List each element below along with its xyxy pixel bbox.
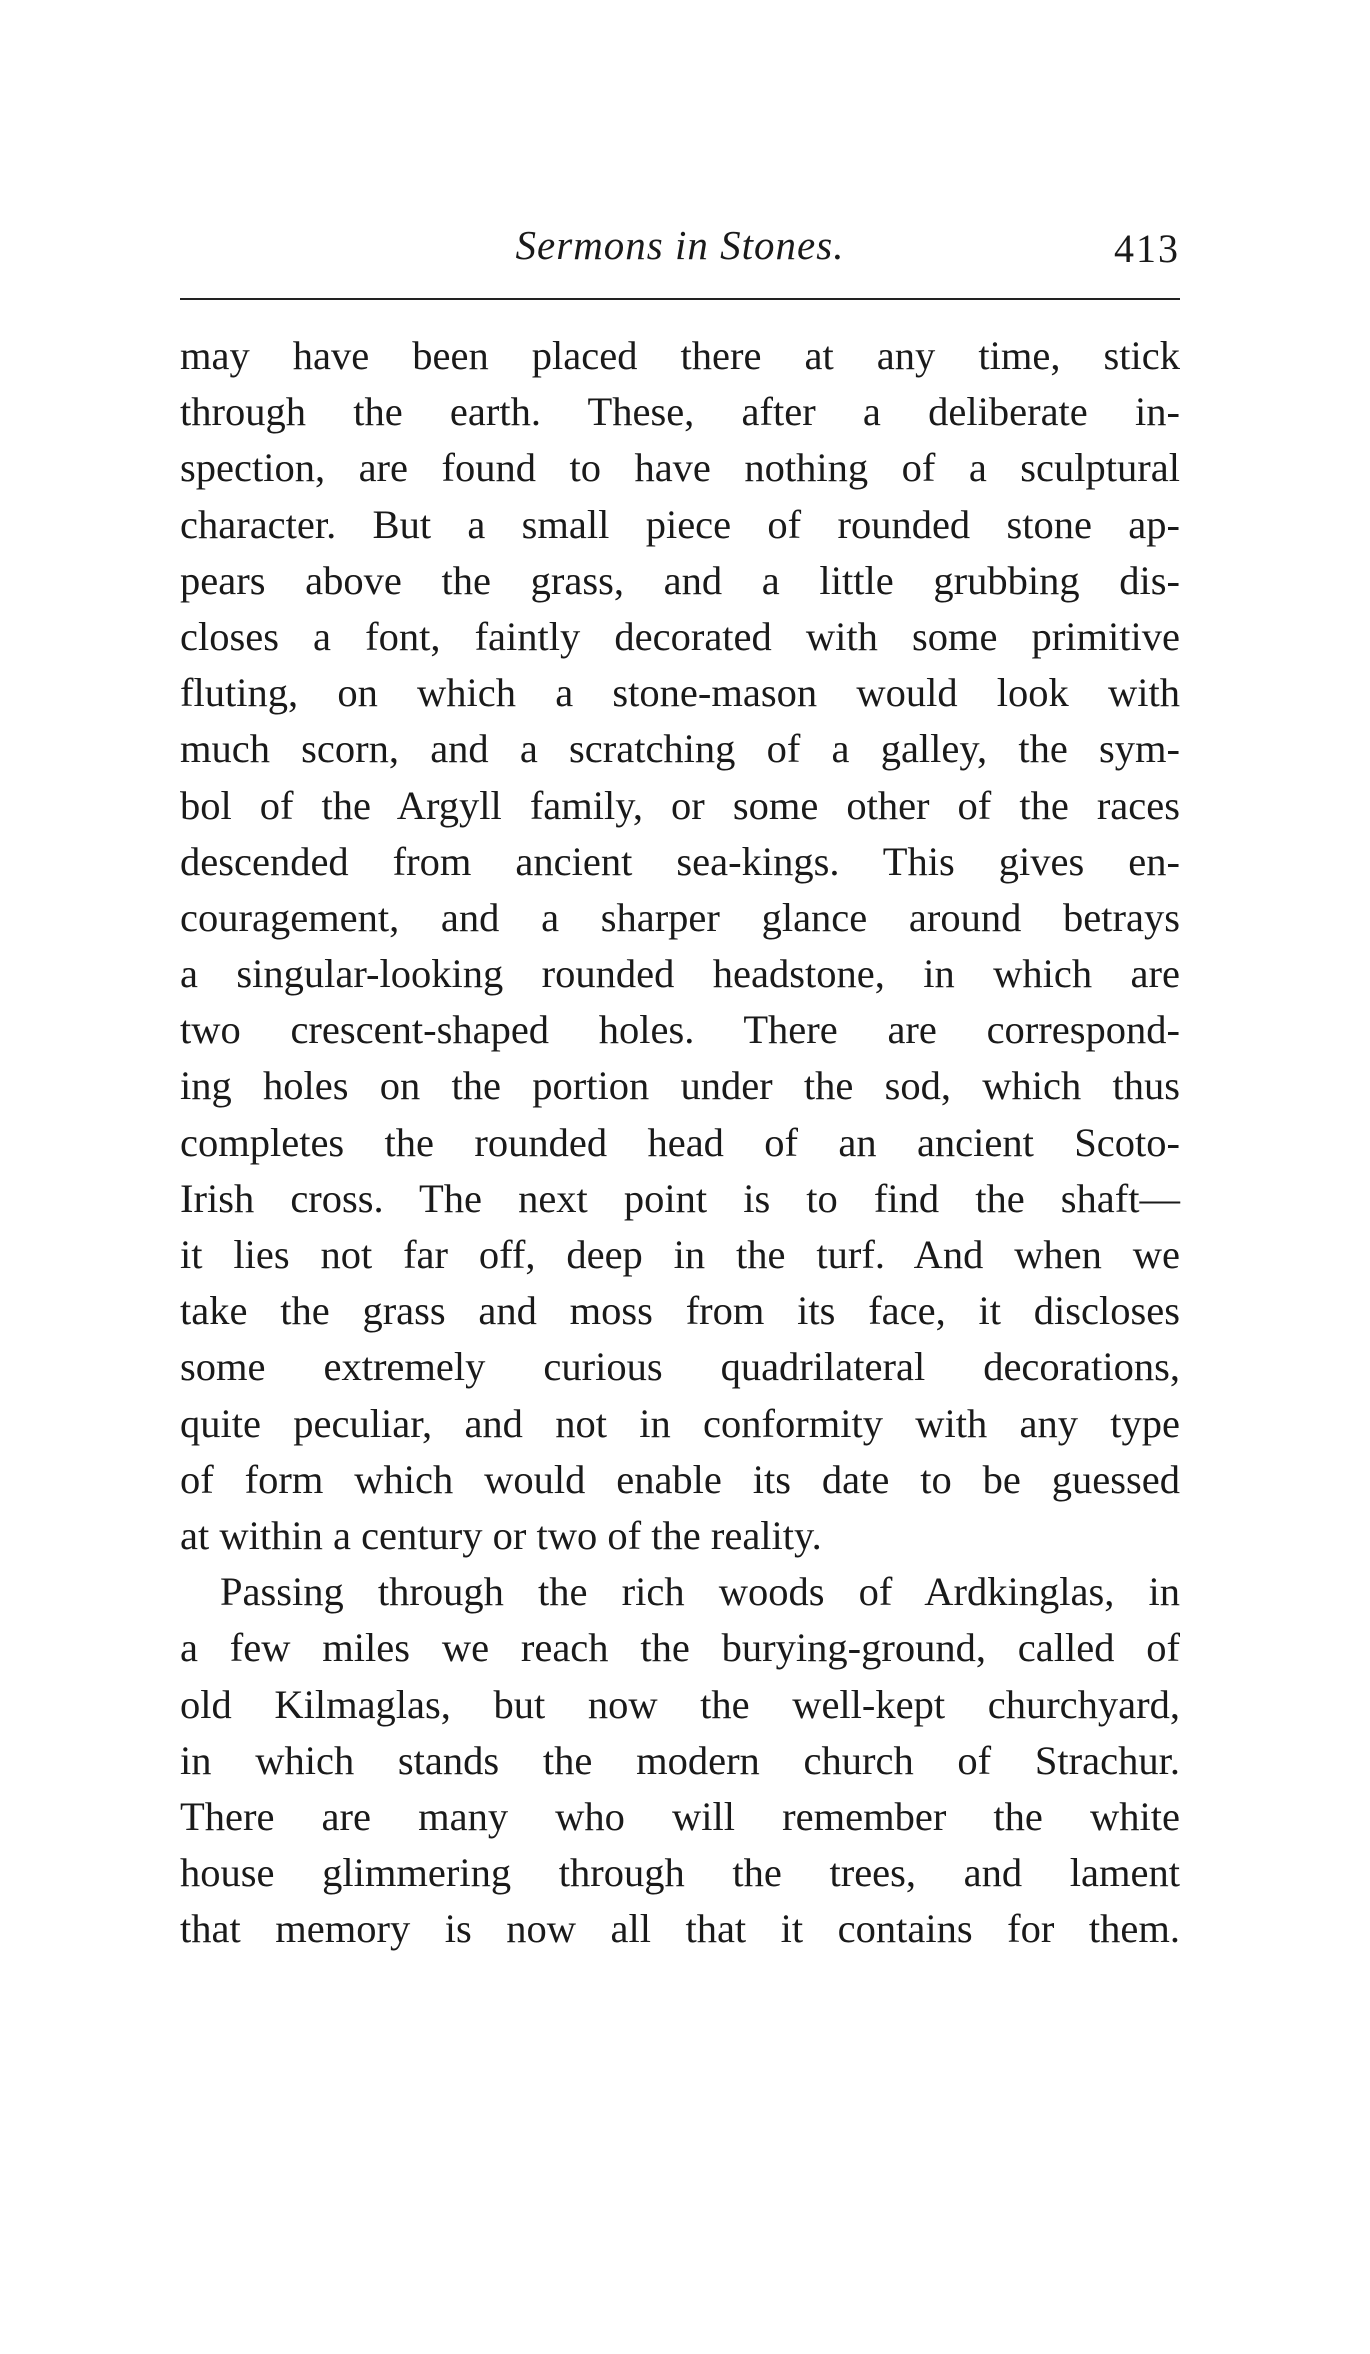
text-line: closes a font, faintly decorated with some primitive (180, 613, 1180, 659)
text-line: descended from ancient sea-kings. This gives en- (180, 838, 1180, 884)
text-line: may have been placed there at any time, stick (180, 333, 1180, 378)
text-line: much scorn, and a scratching of a galley, the sym- (180, 726, 1180, 772)
text-line: character. But a small piece of rounded stone ap- (180, 501, 1180, 547)
text-line: in which stands the modern church of Strachur. (180, 1737, 1180, 1783)
text-line: ing holes on the portion under the sod, which thus (180, 1063, 1180, 1109)
text-line: house glimmering through the trees, and lament (180, 1850, 1180, 1896)
text-line: it lies not far off, deep in the turf. And when we (180, 1232, 1180, 1277)
running-title: Sermons in Stones. (515, 222, 845, 268)
text-line: take the grass and moss from its face, it discloses (180, 1288, 1180, 1334)
body-text (180, 328, 1180, 1957)
text-line: two crescent-shaped holes. There are correspond- (180, 1007, 1180, 1053)
text-line: a singular-looking rounded headstone, in which are (180, 951, 1180, 997)
header-rule (180, 298, 1180, 300)
text-line: Passing through the rich woods of Ardkinglas, in (220, 1569, 1180, 1615)
text-line: Irish cross. The next point is to find the shaft— (180, 1175, 1180, 1221)
page-number: 413 (1114, 226, 1180, 271)
text-line: some extremely curious quadrilateral decorations, (180, 1344, 1180, 1390)
paragraph-2 (180, 1564, 1180, 1957)
text-line: of form which would enable its date to be guessed (180, 1456, 1180, 1502)
text-line: There are many who will remember the white (180, 1793, 1180, 1839)
text-line: spection, are found to have nothing of a sculptural (180, 445, 1180, 491)
text-line: quite peculiar, and not in conformity with any type (180, 1400, 1180, 1446)
text-line: pears above the grass, and a little grubbing dis- (180, 557, 1180, 603)
text-line: old Kilmaglas, but now the well-kept churchyard, (180, 1681, 1180, 1727)
text-line: couragement, and a sharper glance around betrays (180, 894, 1180, 940)
text-line: a few miles we reach the burying-ground, called of (180, 1625, 1180, 1671)
text-line: completes the rounded head of an ancient Scoto- (180, 1119, 1180, 1165)
text-line: that memory is now all that it contains for them. (180, 1906, 1180, 1952)
text-line: fluting, on which a stone-mason would look with (180, 670, 1180, 716)
running-head (180, 215, 1180, 275)
paragraph-1 (180, 328, 1180, 1564)
text-line: at within a century or two of the reality. (180, 1512, 822, 1558)
text-line: bol of the Argyll family, or some other of the races (180, 782, 1180, 828)
text-line: through the earth. These, after a deliberate in- (180, 389, 1180, 435)
